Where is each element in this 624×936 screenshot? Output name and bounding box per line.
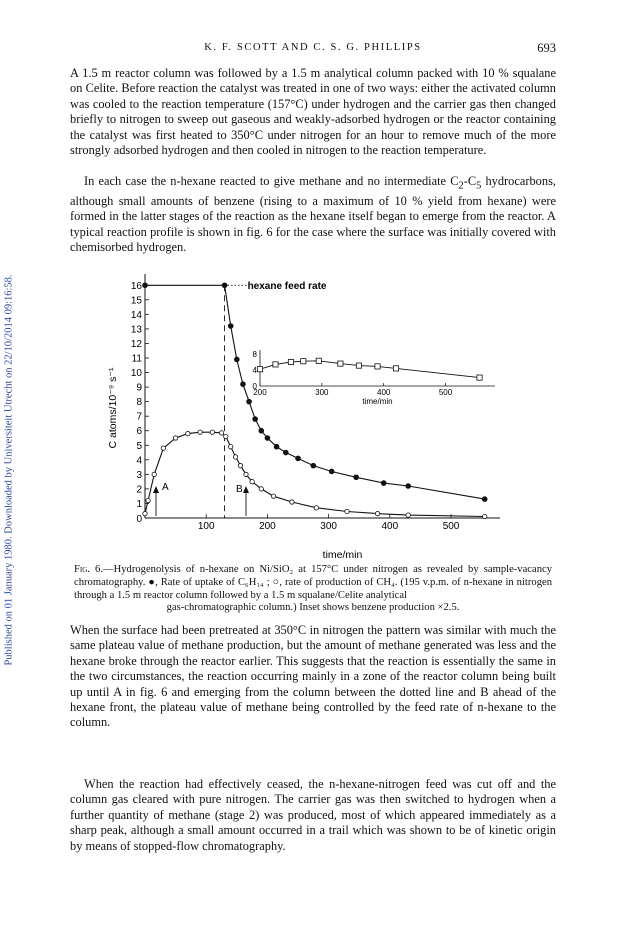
methane-production-point bbox=[219, 431, 223, 435]
hexane-uptake-point bbox=[311, 463, 317, 469]
benzene-production-point bbox=[338, 361, 343, 366]
paragraph-4: When the reaction had effectively ceased, the n-hexane-nitrogen feed was cut off and the column gas cleared with pure nitrogen. The carrier gas was then switched to hydrogen when a further quantity of methane (stage 2) was produced, most of which appeared immediately as a sharp peak, although a small amount occurred in a trail which was shown to be of kinetic origin by means of stopped-flow chromatography. bbox=[70, 777, 556, 853]
x-tick-label-100: 100 bbox=[197, 521, 215, 532]
label-a: A bbox=[162, 482, 169, 493]
hexane-uptake-point bbox=[295, 456, 301, 462]
hexane-uptake-point bbox=[258, 428, 264, 434]
methane-production-point bbox=[146, 498, 150, 502]
download-notice-sidebar bbox=[2, 150, 16, 790]
inset-x-tick-label-200: 200 bbox=[253, 388, 267, 397]
figure-6-chart bbox=[100, 268, 520, 562]
paragraph-2 bbox=[70, 174, 556, 256]
hexane-uptake-point bbox=[274, 444, 280, 450]
page-header bbox=[70, 42, 556, 58]
methane-production-point bbox=[143, 511, 147, 515]
y-tick-label-6: 6 bbox=[136, 426, 142, 438]
methane-production-point bbox=[244, 472, 248, 476]
para2-part-b: -C bbox=[463, 174, 477, 188]
paragraph-3: When the surface had been pretreated at 350°C in nitrogen the pattern was similar with much the same plateau value of methane production, but the amount of methane generated was less and the hexane broke through the reactor earlier. This suggests that the reaction is essentially the same in the two circumstances, the reaction occurring mainly in a zone of the reactor column being built up until A in fig. 6 and emerging from the column between the dotted line and B ahead of the hexane front, the plateau value of methane being controlled by the feed rate of n-hexane to the column. bbox=[70, 623, 556, 730]
download-notice-text: Published on 01 January 1980. Downloaded by Universiteit Utrecht on 22/10/2014 09:16:58. bbox=[3, 274, 15, 666]
methane-production-point bbox=[224, 434, 228, 438]
inset-x-tick-label-300: 300 bbox=[315, 388, 329, 397]
benzene-production-point bbox=[273, 362, 278, 367]
methane-production-point bbox=[250, 479, 254, 483]
methane-production-point bbox=[228, 445, 232, 449]
inset-x-axis-label: time/min bbox=[362, 397, 393, 406]
y-tick-label-1: 1 bbox=[136, 498, 142, 510]
subscript-c5: 5 bbox=[476, 180, 482, 192]
benzene-production-point bbox=[257, 367, 262, 372]
hexane-uptake-point bbox=[234, 357, 240, 363]
y-tick-label-0: 0 bbox=[136, 514, 142, 525]
methane-production-point bbox=[406, 513, 410, 517]
benzene-production-point bbox=[356, 363, 361, 368]
y-tick-label-9: 9 bbox=[136, 382, 142, 394]
y-tick-label-11: 11 bbox=[131, 353, 142, 365]
y-tick-label-13: 13 bbox=[130, 324, 142, 336]
benzene-production-point bbox=[393, 366, 398, 371]
y-tick-label-7: 7 bbox=[136, 411, 142, 423]
methane-production-point bbox=[314, 506, 318, 510]
hexane-uptake-point bbox=[252, 416, 258, 422]
caption-main bbox=[74, 564, 552, 602]
methane-production-point bbox=[238, 463, 242, 467]
feed-rate-annotation: hexane feed rate bbox=[247, 280, 327, 292]
methane-production-point bbox=[375, 511, 379, 515]
figure-caption bbox=[74, 564, 552, 615]
y-tick-label-12: 12 bbox=[130, 338, 142, 350]
y-tick-label-3: 3 bbox=[136, 469, 142, 481]
inset-y-tick-label-4: 4 bbox=[252, 366, 257, 375]
x-tick-label-400: 400 bbox=[381, 521, 399, 532]
y-tick-label-4: 4 bbox=[136, 455, 142, 467]
x-tick-label-500: 500 bbox=[442, 521, 460, 532]
methane-production-point bbox=[259, 487, 263, 491]
hexane-uptake-point bbox=[240, 381, 246, 387]
methane-production-point bbox=[290, 500, 294, 504]
inset-y-tick-label-8: 8 bbox=[252, 350, 257, 359]
inset-x-tick-label-400: 400 bbox=[377, 388, 391, 397]
x-tick-label-200: 200 bbox=[259, 521, 276, 532]
caption-label: Fig. 6. bbox=[74, 564, 104, 575]
hexane-uptake-point bbox=[381, 480, 387, 486]
arrow-a-head bbox=[153, 486, 159, 493]
methane-production-point bbox=[198, 430, 202, 434]
y-tick-label-2: 2 bbox=[136, 484, 142, 496]
hexane-uptake-point bbox=[405, 483, 411, 489]
y-tick-label-5: 5 bbox=[136, 440, 142, 452]
hexane-uptake-point bbox=[482, 496, 488, 502]
benzene-production-point bbox=[288, 359, 293, 364]
page-number: 693 bbox=[537, 41, 556, 55]
benzene-production-point bbox=[301, 359, 306, 364]
running-head: K. F. SCOTT AND C. S. G. PHILLIPS bbox=[204, 42, 422, 53]
caption-text-end: gas-chromatographic column.) Inset shows benzene production ×2.5. bbox=[166, 602, 460, 614]
x-tick-label-300: 300 bbox=[320, 521, 337, 532]
y-tick-label-10: 10 bbox=[130, 368, 142, 380]
benzene-production-point bbox=[477, 375, 482, 380]
hexane-uptake-point bbox=[283, 450, 289, 456]
para2-part-a: In each case the n-hexane reacted to give methane and no intermediate C bbox=[84, 174, 459, 188]
caption-text: —Hydrogenolysis of n-hexane on Ni/SiO₂ at 157°C under nitrogen as revealed by sample-vacancy chromatography. ●, Rate of uptake of C₆H₁₄ ; ○, rate of production of CH₄. (195 v.p.m. of n-hexane in nitrogen through a 1.5 m reactor column followed by a 1.5 m squalane/Celite analytical bbox=[74, 564, 552, 601]
series-curve-2 bbox=[145, 432, 485, 516]
methane-production-point bbox=[271, 494, 275, 498]
methane-production-point bbox=[233, 455, 237, 459]
methane-production-point bbox=[186, 431, 190, 435]
inset-x-tick-label-500: 500 bbox=[438, 388, 453, 397]
benzene-production-point bbox=[316, 358, 321, 363]
hexane-uptake-point bbox=[142, 282, 148, 288]
y-axis-label: C atoms/10⁻⁹ s⁻¹ bbox=[107, 367, 119, 449]
hexane-uptake-point bbox=[353, 474, 359, 480]
para2-part-c: hydrocarbons, although small amounts of benzene (rising to a maximum of 10 % yield from hexane) were formed in the latter stages of the reaction as the hexane itself began to emerge from the reactor. A typical reaction profile is shown in fig. 6 for the case where the surface was initially covered with chemisorbed hydrogen. bbox=[70, 174, 556, 255]
y-tick-label-14: 14 bbox=[130, 309, 142, 321]
arrow-b-head bbox=[243, 486, 249, 493]
y-tick-label-16: 16 bbox=[130, 280, 142, 292]
y-tick-label-8: 8 bbox=[136, 397, 142, 409]
benzene-production-point bbox=[375, 364, 380, 369]
hexane-uptake-point bbox=[329, 469, 335, 475]
methane-production-point bbox=[210, 430, 214, 434]
methane-production-point bbox=[345, 509, 349, 513]
methane-production-point bbox=[173, 436, 177, 440]
x-axis-label: time/min bbox=[322, 549, 363, 561]
label-b: B bbox=[235, 484, 243, 495]
hexane-uptake-point bbox=[265, 435, 271, 441]
y-tick-label-15: 15 bbox=[130, 295, 142, 307]
hexane-uptake-point bbox=[246, 399, 252, 405]
subscript-c2: 2 bbox=[458, 180, 464, 192]
methane-production-point bbox=[161, 446, 165, 450]
hexane-uptake-point bbox=[228, 323, 234, 329]
hexane-uptake-point bbox=[222, 282, 228, 288]
inset-y-tick-label-0: 0 bbox=[252, 382, 257, 391]
paragraph-1: A 1.5 m reactor column was followed by a 1.5 m analytical column packed with 10 % squalane on Celite. Before reaction the catalyst was treated in one of two ways: either the activated column was cooled to the reaction temperature (157°C) under hydrogen and the carrier gas then changed briefly to nitrogen to sweep out gaseous and weakly-adsorbed hydrogen or the reactor containing the catalyst was first heated to 350°C under nitrogen for an hour to remove much of the more strongly adsorbed hydrogen and then cooled in nitrogen to the reaction temperature. bbox=[70, 66, 556, 158]
methane-production-point bbox=[152, 472, 156, 476]
methane-production-point bbox=[482, 514, 486, 518]
